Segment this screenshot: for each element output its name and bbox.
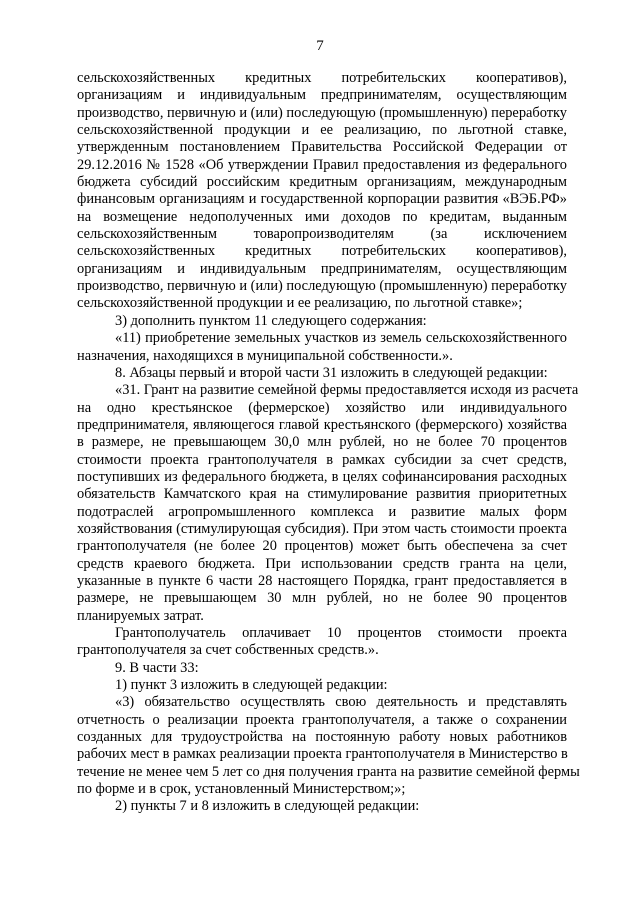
text-line: грантополучателя (не более 20 процентов) может быть обеспечена за счет [77,538,567,555]
text-line: предпринимателя, являющегося главой крестьянского (фермерского) хозяйства [77,416,567,433]
text-line: обязательств Камчатского края на стимулирование развития приоритетных [77,486,567,503]
text-line: 8. Абзацы первый и второй части 31 изложить в следующей редакции: [115,364,548,381]
text-line: организациям и индивидуальным предпринимателям, осуществляющим [77,87,567,104]
text-line: бюджета субсидий российским кредитным организациям, международным [77,174,567,191]
text-line: указанные в пункте 6 части 28 настоящего Порядка, грант предоставляется в [77,572,567,589]
text-line: утвержденным постановлением Правительства Российской Федерации от [77,139,567,156]
text-line: стоимости проекта грантополучателя в рамках субсидии за счет средств, [77,451,567,468]
text-line: созданных для трудоустройства на постоянную работу новых работников [77,729,567,746]
text-line: производство, первичную и (или) последующую (промышленную) переработку [77,104,567,121]
text-line: грантополучателя за счет собственных средств.». [77,642,379,659]
document-body [77,70,580,816]
text-line: Грантополучатель оплачивает 10 процентов стоимости проекта [115,625,567,641]
text-line: отчетность о реализации проекта грантополучателя, а также о сохранении [77,711,567,728]
text-line: рабочих мест в рамках реализации проекта грантополучателя в Министерство в [77,746,568,763]
text-line: 29.12.2016 № 1528 «Об утверждении Правил предоставления из федерального [77,156,567,173]
text-line: течение не менее чем 5 лет со дня получения гранта на развитие семейной фермы [77,763,580,780]
text-line: в размере, не превышающем 30,0 млн рублей, но не более 70 процентов [77,434,567,451]
text-line: поступивших из федерального бюджета, в целях софинансирования расходных [77,468,567,485]
text-line: сельскохозяйственных кредитных потребительских кооперативов), [77,243,567,260]
text-line: 2) пункты 7 и 8 изложить в следующей редакции: [115,798,420,815]
text-line: по форме и в срок, установленный Министерством;»; [77,781,406,798]
page-number: 7 [316,38,324,54]
text-line: на возмещение недополученных ими доходов по кредитам, выданным [77,208,567,225]
text-line: 3) дополнить пунктом 11 следующего содержания: [115,312,427,329]
text-line: производство, первичную и (или) последующую (промышленную) переработку [77,278,567,295]
text-line: 1) пункт 3 изложить в следующей редакции: [115,677,388,694]
text-line: сельскохозяйственной продукции и ее реализацию, по льготной ставке»; [77,295,523,312]
text-line: «11) приобретение земельных участков из земель сельскохозяйственного [115,330,567,347]
text-line: подотраслей агропромышленного комплекса и развитие малых форм [77,503,567,520]
text-line: хозяйствования (стимулирующая субсидия). При этом часть стоимости проекта [77,520,567,537]
text-line: средств краевого бюджета. При использовании средств гранта на цели, [77,555,567,572]
text-line: на одно крестьянское (фермерское) хозяйство или индивидуального [77,399,567,416]
text-line: «3) обязательство осуществлять свою деятельность и представлять [115,694,567,711]
text-line: назначения, находящихся в муниципальной собственности.». [77,347,453,364]
text-line: «31. Грант на развитие семейной фермы предоставляется исходя из расчета [115,382,579,399]
text-line: 9. В части 33: [115,659,199,676]
text-line: сельскохозяйственных кредитных потребительских кооперативов), [77,70,567,86]
text-line: финансовым организациям и государственной корпорации развития «ВЭБ.РФ» [77,191,567,208]
text-line: планируемых затрат. [77,607,204,624]
text-line: организациям и индивидуальным предпринимателям, осуществляющим [77,260,567,277]
text-line: сельскохозяйственной продукции и ее реализацию, по льготной ставке, [77,122,567,139]
text-line: размере, не превышающем 30 млн рублей, но не более 90 процентов [77,590,567,607]
text-line: сельскохозяйственным товаропроизводителям (за исключением [77,226,567,243]
